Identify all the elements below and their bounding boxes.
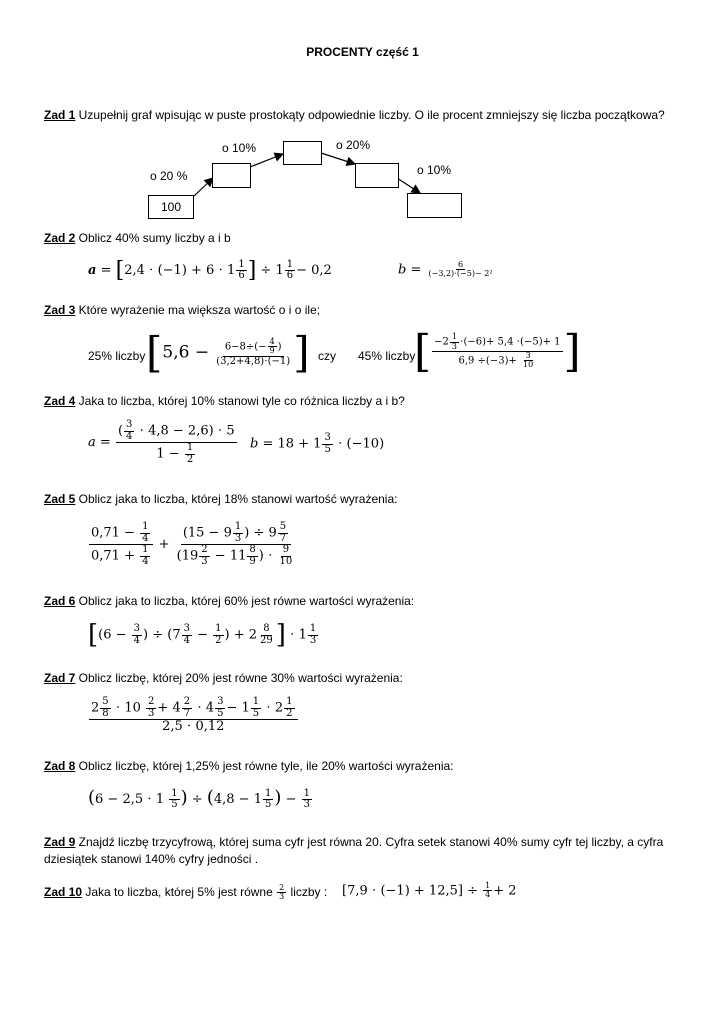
- page-title: PROCENTY część 1: [306, 45, 419, 59]
- task-3-right-expr: [ −2 $\frac{1}{3}$ ⋅(−6)+ 5,4 ⋅(−5)+ 1 6,9 ÷(−3)+ $\frac{3}{10}$ ]: [414, 326, 581, 377]
- task-10-instruction: Jaka to liczba, której 5% jest równe: [82, 885, 277, 900]
- task-8-text: [44, 759, 454, 773]
- graph-arrow-1: [194, 178, 213, 196]
- task-9-line-1: Znajdź liczbę trzycyfrową, której suma cyfr jest równa 20. Cyfra setek stanowi 40% sumy cyfr tej liczby, a cyfra: [75, 835, 664, 849]
- graph-blank-box-3[interactable]: [355, 163, 399, 188]
- graph-arrow-2: [250, 154, 283, 167]
- task-5-expr: 0,71 − $\frac{1}{4}$ 0,71 + $\frac{1}{4}$ + (15 − 9 $\frac{1}{3}$ ) ÷ 9 $\frac{5}{7}$ (19 $\frac{2}{3}$ − 11 $\frac{8}{9}$ ) ⋅ $\frac{9}{10}$: [91, 521, 293, 567]
- task-8-label: Zad 8: [44, 759, 76, 773]
- graph-start-box: 100: [148, 195, 194, 219]
- task-7-instruction: Oblicz liczbę, której 20% jest równe 30% wartości wyrażenia:: [75, 671, 403, 685]
- task-5-label: Zad 5: [44, 492, 76, 506]
- task-1-label: Zad 1: [44, 108, 76, 122]
- graph-step-label-2: o 10%: [222, 141, 257, 155]
- task-7-text: [44, 671, 403, 685]
- task-6-text: [44, 594, 414, 608]
- task-3-text: [44, 303, 320, 317]
- task-3-left-expr: [5,6 − 6−8÷(− $\frac{4}{9}$ ) (3,2+4,8)⋅(−1) ]: [146, 328, 310, 377]
- task-3-left-label: 25% liczby: [88, 349, 146, 363]
- task-2-expr-a: a = [2,4 ⋅ (−1) + 6 ⋅ 1 $\frac{1}{6}$ ] ÷ 1 $\frac{1}{6}$ − 0,2: [88, 258, 332, 283]
- task-4-label: Zad 4: [44, 394, 76, 408]
- task-10-instruction-end: liczby :: [287, 885, 328, 900]
- task-3-instruction: Które wyrażenie ma większa wartość o i o ile;: [75, 303, 321, 317]
- task-2-label: Zad 2: [44, 231, 76, 245]
- graph-arrow-3: [321, 153, 355, 164]
- task-10-fraction: $\frac{2}{3}$: [279, 883, 285, 902]
- task-7-label: Zad 7: [44, 671, 76, 685]
- task-9-label: Zad 9: [44, 835, 76, 849]
- graph-blank-box-4[interactable]: [407, 193, 462, 218]
- task-6-label: Zad 6: [44, 594, 76, 608]
- task-4-expr-a: a = ( $\frac{3}{4}$ ⋅ 4,8 − 2,6) ⋅ 5 1 − $\frac{1}{2}$: [88, 419, 235, 465]
- graph-blank-box-2[interactable]: [283, 141, 322, 165]
- graph-step-label-1: o 20 %: [150, 169, 188, 183]
- task-3-right-label: 45% liczby: [358, 349, 416, 363]
- task-2-text: [44, 231, 231, 245]
- graph-blank-box-1[interactable]: [212, 163, 251, 188]
- task-3-or: czy: [318, 349, 336, 363]
- task-4-expr-b: b = 18 + 1 $\frac{3}{5}$ ⋅ (−10): [250, 432, 385, 455]
- task-2-expr-b: b = $\frac{6}{\text{(−3,2)⋅(−5)− 2²}}$: [398, 260, 493, 279]
- task-10-expr: [7,9 ⋅ (−1) + 12,5] ÷ $\frac{1}{4}$ + 2: [342, 881, 517, 900]
- task-7-expr: 2 $\frac{5}{8}$ ⋅ 10 $\frac{2}{3}$ + 4 $\frac{2}{7}$ ⋅ 4 $\frac{3}{5}$ − 1 $\frac{1}{5}$ ⋅ 2 $\frac{1}{2}$ 2,5 ⋅ 0,12: [88, 697, 299, 734]
- task-9-line-2: dziesiątek stanowi 140% cyfry jedności .: [44, 852, 259, 866]
- task-6-expr: [(6 − $\frac{3}{4}$ ) ÷ (7 $\frac{3}{4}$ − $\frac{1}{2}$ ) + 2 $\frac{8}{29}$ ] ⋅ 1 $\frac{1}{3}$: [88, 620, 317, 650]
- percent-graph: [0, 0, 725, 240]
- graph-step-label-4: o 10%: [417, 163, 452, 177]
- task-5-instruction: Oblicz jaka to liczba, której 18% stanowi wartość wyrażenia:: [75, 492, 398, 506]
- graph-step-label-3: o 20%: [336, 138, 371, 152]
- task-2-instruction: Oblicz 40% sumy liczby a i b: [75, 231, 231, 245]
- task-10-text: [44, 884, 327, 902]
- task-4-instruction: Jaka to liczba, której 10% stanowi tyle co różnica liczby a i b?: [75, 394, 405, 408]
- task-8-expr: (6 − 2,5 ⋅ 1 $\frac{1}{5}$ ) ÷ (4,8 − 1 $\frac{1}{5}$ ) − $\frac{1}{3}$: [88, 787, 310, 810]
- graph-arrow-4: [397, 178, 420, 193]
- task-3-label: Zad 3: [44, 303, 76, 317]
- task-4-text: [44, 394, 405, 408]
- task-1-instruction: Uzupełnij graf wpisując w puste prostokąty odpowiednie liczby. O ile procent zmniejszy się liczba początkowa?: [75, 108, 665, 122]
- task-6-instruction: Oblicz jaka to liczba, której 60% jest równe wartości wyrażenia:: [75, 594, 415, 608]
- task-10-label: Zad 10: [44, 885, 83, 900]
- task-8-instruction: Oblicz liczbę, której 1,25% jest równe tyle, ile 20% wartości wyrażenia:: [75, 759, 454, 773]
- task-9-text: [44, 835, 663, 849]
- task-5-text: [44, 492, 397, 506]
